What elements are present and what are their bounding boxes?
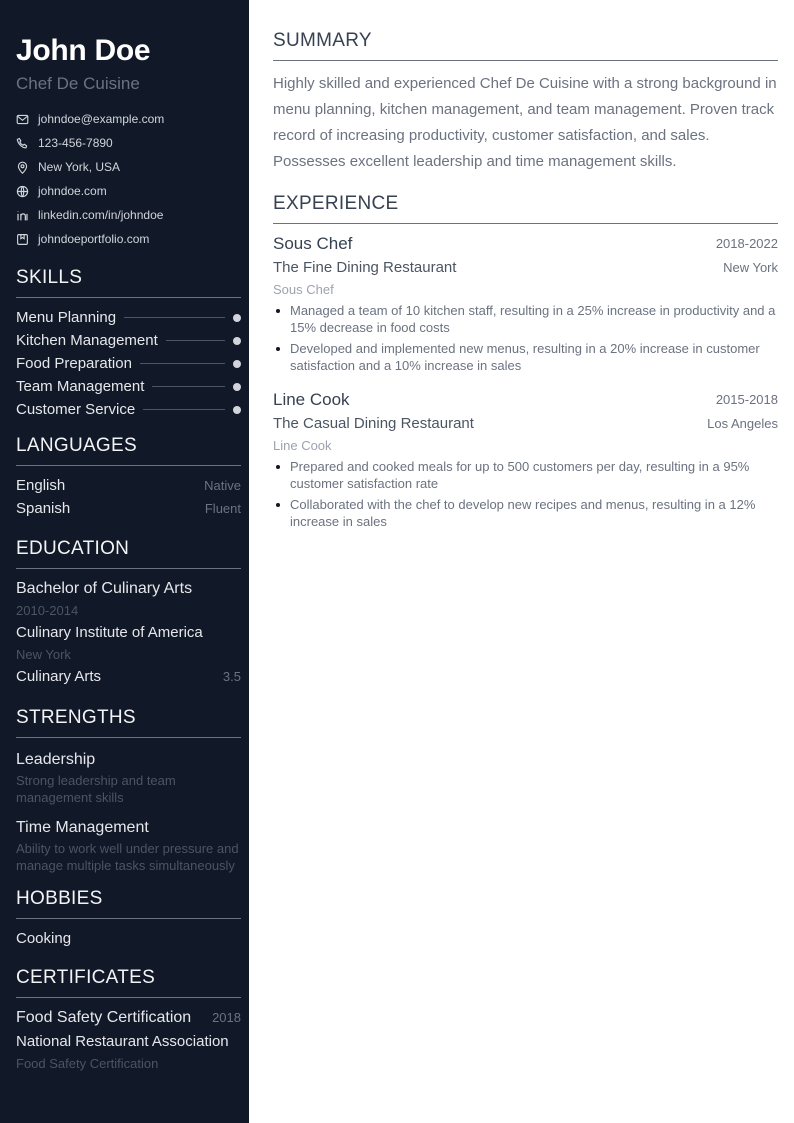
job-company: The Casual Dining Restaurant	[273, 415, 474, 432]
hobbies-heading: HOBBIES	[16, 888, 241, 919]
strength-name: Leadership	[16, 751, 96, 768]
skill-label: Kitchen Management	[16, 332, 158, 349]
languages-list	[16, 466, 241, 520]
language-level: Fluent	[204, 501, 241, 516]
skill-divider	[152, 386, 225, 387]
job-location: New York	[723, 260, 778, 275]
certificate-row	[16, 1006, 241, 1030]
certificate-name: Food Safety Certification	[16, 1009, 192, 1026]
candidate-name: John Doe	[16, 34, 151, 67]
contact-list	[16, 107, 241, 251]
skill-item	[16, 306, 241, 329]
education-degree: Bachelor of Culinary Arts	[16, 580, 193, 597]
summary-section	[273, 30, 778, 175]
strength-item	[16, 748, 241, 806]
job-dates: 2018-2022	[715, 236, 778, 251]
contact-portfolio[interactable]	[16, 227, 241, 251]
skill-dot-icon	[233, 406, 241, 414]
job-location: Los Angeles	[707, 416, 778, 431]
skill-label: Team Management	[16, 378, 145, 395]
language-level: Native	[204, 478, 241, 493]
education-field-row	[16, 665, 241, 689]
contact-website[interactable]	[16, 179, 241, 203]
certificate-issuer: National Restaurant Association	[16, 1033, 229, 1050]
education-entry	[16, 569, 241, 689]
certificate-subtitle: Food Safety Certification	[16, 1056, 159, 1071]
language-item	[16, 474, 241, 497]
skill-divider	[166, 340, 225, 341]
phone-icon	[16, 137, 29, 150]
language-item	[16, 497, 241, 520]
skills-heading: SKILLS	[16, 267, 241, 298]
main-content	[249, 0, 794, 1123]
languages-heading: LANGUAGES	[16, 435, 241, 466]
mail-icon	[16, 113, 29, 126]
contact-email[interactable]	[16, 107, 241, 131]
education-heading: EDUCATION	[16, 538, 241, 569]
education-dates: 2010-2014	[16, 603, 79, 618]
contact-location-text: New York, USA	[38, 160, 121, 174]
languages-section	[16, 435, 241, 520]
contact-website-text: johndoe.com	[38, 184, 107, 198]
job-bullet-list	[273, 302, 778, 374]
skill-dot-icon	[233, 337, 241, 345]
job-header	[273, 232, 778, 256]
skill-item	[16, 375, 241, 398]
education-field: Culinary Arts	[16, 668, 102, 685]
contact-phone-text: 123-456-7890	[38, 136, 113, 150]
contact-linkedin[interactable]	[16, 203, 241, 227]
job-dates: 2015-2018	[715, 392, 778, 407]
job-entry	[273, 388, 778, 530]
skill-item	[16, 329, 241, 352]
strengths-heading: STRENGTHS	[16, 707, 241, 738]
skill-divider	[140, 363, 225, 364]
strength-description: Strong leadership and team management skills	[16, 773, 176, 805]
skill-divider	[124, 317, 225, 318]
contact-linkedin-text: linkedin.com/in/johndoe	[38, 208, 164, 222]
job-company-row	[273, 256, 778, 280]
job-role: Line Cook	[273, 438, 332, 453]
job-bullet: Prepared and cooked meals for up to 500 customers per day, resulting in a 95% customer satisfaction rate	[273, 458, 778, 492]
job-role: Sous Chef	[273, 282, 334, 297]
strength-item	[16, 816, 241, 874]
education-location: New York	[16, 647, 71, 662]
job-bullet: Collaborated with the chef to develop new recipes and menus, resulting in a 12% increase in sales	[273, 496, 778, 530]
hobby-item: Cooking	[16, 930, 72, 947]
candidate-title: Chef De Cuisine	[16, 74, 140, 93]
job-company: The Fine Dining Restaurant	[273, 259, 457, 276]
contact-phone[interactable]	[16, 131, 241, 155]
job-entry	[273, 232, 778, 374]
job-company-row	[273, 412, 778, 436]
education-score: 3.5	[222, 669, 241, 684]
contact-email-text: johndoe@example.com	[38, 112, 165, 126]
skill-dot-icon	[233, 383, 241, 391]
skill-divider	[143, 409, 225, 410]
summary-text: Highly skilled and experienced Chef De Cuisine with a strong background in menu planning, kitchen management, and team management. Proven track record of increasing productivity, customer satisfaction, and sales. Possesses excellent leadership and time management skills.	[273, 75, 777, 170]
strengths-list	[16, 738, 241, 874]
strengths-section	[16, 707, 241, 874]
experience-section	[273, 193, 778, 530]
strength-description: Ability to work well under pressure and manage multiple tasks simultaneously	[16, 841, 239, 873]
skills-list	[16, 298, 241, 421]
language-name: English	[16, 477, 66, 494]
strength-name: Time Management	[16, 819, 149, 836]
certificates-heading: CERTIFICATES	[16, 967, 241, 998]
sidebar	[0, 0, 249, 1123]
certificate-year: 2018	[212, 1010, 241, 1025]
skills-section	[16, 267, 241, 421]
education-school: Culinary Institute of America	[16, 624, 203, 641]
education-section	[16, 538, 241, 689]
language-name: Spanish	[16, 500, 71, 517]
certificate-entry	[16, 998, 241, 1074]
certificates-section	[16, 967, 241, 1074]
job-bullet: Managed a team of 10 kitchen staff, resulting in a 25% increase in productivity and a 15% decrease in food costs	[273, 302, 778, 336]
skill-item	[16, 352, 241, 375]
skill-label: Menu Planning	[16, 309, 117, 326]
job-bullet-list	[273, 458, 778, 530]
skill-item	[16, 398, 241, 421]
skill-label: Food Preparation	[16, 355, 132, 372]
portfolio-icon	[16, 233, 29, 246]
linkedin-icon	[16, 209, 29, 222]
location-pin-icon	[16, 161, 29, 174]
job-title: Line Cook	[273, 390, 350, 409]
summary-heading: SUMMARY	[273, 30, 778, 61]
contact-portfolio-text: johndoeportfolio.com	[38, 232, 150, 246]
skill-dot-icon	[233, 314, 241, 322]
skill-dot-icon	[233, 360, 241, 368]
globe-icon	[16, 185, 29, 198]
job-title: Sous Chef	[273, 234, 353, 253]
hobbies-section	[16, 888, 241, 951]
job-header	[273, 388, 778, 412]
hobbies-list	[16, 919, 241, 951]
skill-label: Customer Service	[16, 401, 136, 418]
job-bullet: Developed and implemented new menus, resulting in a 20% increase in customer satisfaction and a 10% increase in sales	[273, 340, 778, 374]
experience-heading: EXPERIENCE	[273, 193, 778, 224]
contact-location	[16, 155, 241, 179]
